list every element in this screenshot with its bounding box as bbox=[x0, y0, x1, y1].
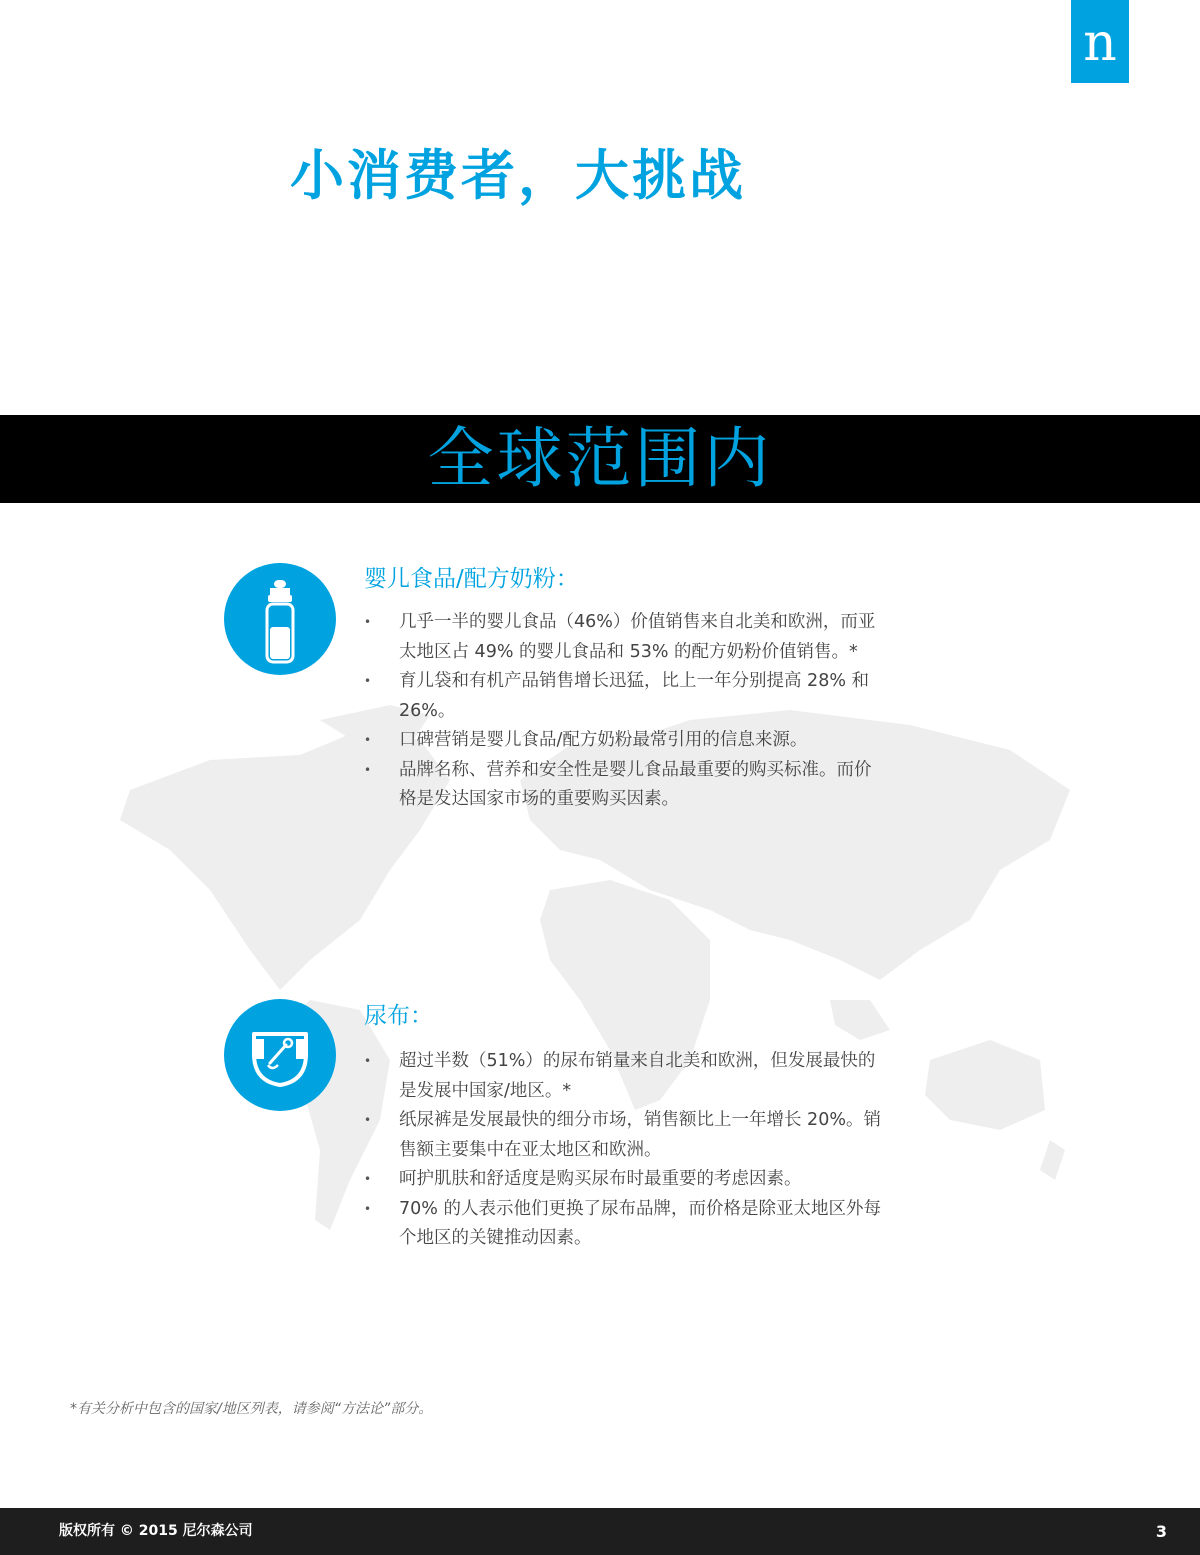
infant-food-title: 婴儿食品/配方奶粉： bbox=[364, 566, 579, 592]
list-item: • 几乎一半的婴儿食品（46%）价值销售来自北美和欧洲，而亚太地区占 49% 的婴儿食品和 53% 的配方奶粉价值销售。* bbox=[364, 608, 884, 667]
list-item: • 纸尿裤是发展最快的细分市场，销售额比上一年增长 20%。销售额主要集中在亚太地区和欧洲。 bbox=[364, 1106, 884, 1165]
list-item: • 育儿袋和有机产品销售增长迅猛，比上一年分别提高 28% 和 26%。 bbox=[364, 667, 884, 726]
diaper-title: 尿布： bbox=[364, 1003, 433, 1029]
banner-title: 全球范围内 bbox=[427, 420, 773, 497]
copyright-text: 版权所有 © 2015 尼尔森公司 bbox=[59, 1523, 253, 1539]
section-banner bbox=[0, 415, 1200, 503]
list-item: • 品牌名称、营养和安全性是婴儿食品最重要的购买标准。而价格是发达国家市场的重要购买因素。 bbox=[364, 756, 884, 815]
list-item: • 70% 的人表示他们更换了尿布品牌，而价格是除亚太地区外每个地区的关键推动因素。 bbox=[364, 1195, 884, 1254]
baby-bottle-icon bbox=[224, 563, 336, 675]
page-title: 小消费者，大挑战 bbox=[290, 144, 746, 207]
list-item: • 呵护肌肤和舒适度是购买尿布时最重要的考虑因素。 bbox=[364, 1165, 884, 1195]
list-item: • 口碑营销是婴儿食品/配方奶粉最常引用的信息来源。 bbox=[364, 726, 884, 756]
page-footer bbox=[0, 1508, 1200, 1555]
diaper-bullets bbox=[364, 1047, 884, 1254]
list-item: • 超过半数（51%）的尿布销量来自北美和欧洲，但发展最快的是发展中国家/地区。* bbox=[364, 1047, 884, 1106]
footnote: *有关分析中包含的国家/地区列表，请参阅“方法论”部分。 bbox=[70, 1401, 433, 1417]
diaper-icon bbox=[224, 999, 336, 1111]
page-number: 3 bbox=[1155, 1522, 1167, 1541]
nielsen-logo: n bbox=[1071, 0, 1129, 83]
infant-food-bullets bbox=[364, 608, 884, 815]
